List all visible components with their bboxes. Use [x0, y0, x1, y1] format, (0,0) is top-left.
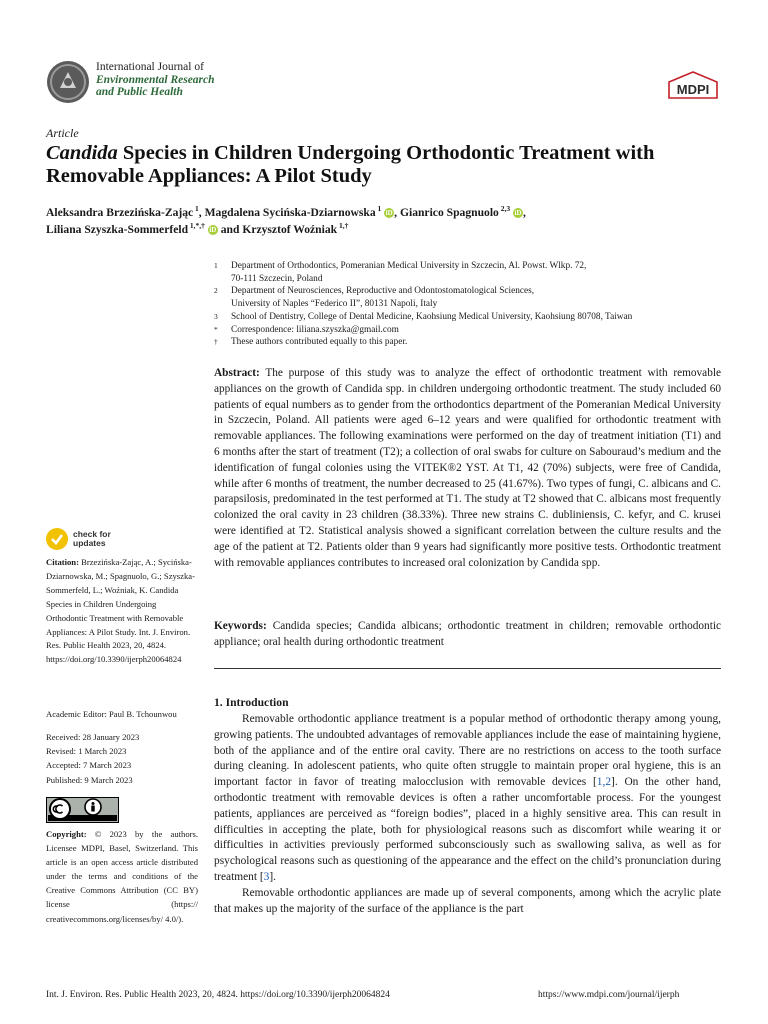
- footer-citation: Int. J. Environ. Res. Public Health 2023, 20, 4824. https://doi.org/10.3390/ijerph20064824: [46, 990, 390, 1000]
- abstract-text: The purpose of this study was to analyze the effect of orthodontic treatment with removable appliances on the growth of Candida spp. in children undergoing orthodontic treatment. The study included 60 patients of equal numbers as to gender from the orthodontics department of the Pomeranian Medical University in Szczecin, Poland. All patients were aged 6–12 years and were qualified for orthodontic treatment with removable appliances. The following examinations were performed on the day of treatment initiation (T1) and 6 months after the start of treatment (T2); a collection of oral swabs for culture on Sabouraud’s medium and the identification of fungal colonies using the VITEK®2 YST. At T1, 42 (70%) subjects, were free of Candida, while after 6 months of treatment, the number decreased to 25 (41.67%). Two types of fungi, C. albicans and C. parapsilosis, predominated in the test performed at T1. The study at T2 showed that C. albicans most frequently colonized the oral cavity in 23 children (38.33%). Three new strains C. dubliniensis, C. kefyr, and C. krusei were identified at T2. Statistical analysis showed a significant correlation between the culture results and the age of the patient at T2. Patients older than 9 years had significantly more positive tests. Orthodontic treatment with removable appliances contributes to increased oral colonization by Candida spp.: [214, 367, 721, 569]
- page-title: [46, 142, 726, 188]
- author-affiliation-mark: 1,†: [337, 221, 349, 231]
- citation-text: Brzezińska-Zając, A.; Sycińska-Dziarnowska, M.; Spagnuolo, G.; Szyszka-Sommerfeld, L.; Woźniak, K. Candida Species in Children Undergoing Orthodontic Treatment with Removable Appliances: A Pilot Study. Int. J. Environ. Res. Public Health 2023, 20, 4824. https://doi.org/10.3390/ijerph20064824: [46, 557, 195, 665]
- academic-editor: Academic Editor: Paul B. Tchounwou: [46, 709, 177, 719]
- keywords: [214, 619, 721, 651]
- affiliation-mark: †: [214, 337, 218, 347]
- citation-link[interactable]: 3: [263, 870, 270, 883]
- check-updates-icon: [46, 528, 68, 550]
- citation-block: [46, 556, 198, 667]
- date-published: Published: 9 March 2023: [46, 774, 133, 785]
- affiliation-line: Department of Neurosciences, Reproductive and Odontostomatological Sciences,: [231, 286, 535, 297]
- affiliation-line: 70-111 Szczecin, Poland: [231, 273, 323, 284]
- affiliation-item: [214, 260, 724, 285]
- affiliation-item: [214, 324, 724, 337]
- author-affiliation-mark: 1,*,†: [188, 221, 205, 231]
- affiliation-mark: 1: [214, 261, 218, 270]
- check-line-1: check for: [73, 529, 111, 539]
- abstract: [214, 366, 721, 571]
- check-updates-label: [73, 530, 111, 548]
- section-heading: 1. Introduction: [214, 696, 289, 709]
- affiliation-item: [214, 285, 724, 310]
- title-rest: Species in Children Undergoing Orthodontic Treatment with Removable Appliances: A Pilot Study: [46, 142, 655, 187]
- affiliation-mark: 2: [214, 286, 218, 296]
- journal-line-2: Environmental Research: [96, 73, 215, 86]
- author-affiliation-mark: 2,3: [498, 204, 511, 214]
- abstract-label: Abstract:: [214, 367, 260, 379]
- date-accepted: Accepted: 7 March 2023: [46, 760, 132, 771]
- affiliation-line: School of Dentistry, College of Dental Medicine, Kaohsiung Medical University, Kaohsiung 80708, Taiwan: [231, 311, 633, 322]
- author-name: Aleksandra Brzezińska-Zając: [46, 206, 194, 219]
- affiliation-line: Correspondence: liliana.szyszka@gmail.com: [231, 324, 399, 335]
- affiliation-mark: *: [214, 324, 218, 334]
- author-affiliation-mark: 1: [193, 204, 199, 214]
- affiliation-line: Department of Orthodontics, Pomeranian Medical University in Szczecin, Al. Powst. Wlkp. 72,: [231, 261, 587, 271]
- orcid-icon[interactable]: iD: [209, 226, 217, 234]
- paragraph-text: Removable orthodontic appliance treatment is a popular method of orthodontic therapy among young, growing patients. The undoubted advantages of removable appliances include the ease of maintaining hygiene, both of the appliance and of the entire oral cavity. There are no restrictions on access to the tooth surface during cleaning. In adolescent patients, who quite often struggle to maintain proper oral hygiene, this is an important factor in favor of treating malocclusion with removable devices [: [214, 713, 721, 789]
- journal-line-1: International Journal of: [96, 61, 204, 73]
- date-received: Received: 28 January 2023: [46, 732, 140, 742]
- citation-link[interactable]: 1,2: [596, 776, 612, 789]
- citation-label: Citation:: [46, 557, 79, 567]
- affiliations: [214, 260, 724, 349]
- affiliation-item: [214, 311, 724, 324]
- orcid-icon[interactable]: iD: [514, 209, 522, 217]
- author-name: Magdalena Sycińska-Dziarnowska: [204, 206, 376, 219]
- check-line-2: updates: [73, 538, 106, 548]
- title-italic-part: Candida: [46, 142, 118, 164]
- publication-dates: [46, 730, 206, 787]
- copyright-label: Copyright:: [46, 829, 87, 839]
- copyright-text: © 2023 by the authors. Licensee MDPI, Basel, Switzerland. This article is an open access article distributed under the terms and conditions of the Creative Commons Attribution (CC BY) license (https:// creativecommons.org/licenses/by/ 4.0/).: [46, 829, 198, 924]
- keywords-label: Keywords:: [214, 620, 267, 632]
- paragraph-text: ].: [269, 870, 277, 883]
- journal-line-3: and Public Health: [96, 86, 183, 98]
- journal-name: [96, 61, 215, 99]
- copyright-block: [46, 827, 198, 926]
- article-type: Article: [46, 126, 79, 140]
- paragraph: Removable orthodontic appliances are made up of several components, among which the acrylic plate that makes up the majority of the surface of the appliance is the part: [214, 886, 721, 915]
- publisher-name: MDPI: [676, 82, 710, 97]
- orcid-icon[interactable]: iD: [385, 209, 393, 217]
- author-name: Liliana Szyszka-Sommerfeld: [46, 223, 189, 236]
- footer-journal-link[interactable]: https://www.mdpi.com/journal/ijerph: [538, 990, 680, 1000]
- author-name: Krzysztof Woźniak: [242, 223, 338, 236]
- paragraph-text: ]. On the other hand, orthodontic treatment with removable devices is often a rather uncomfortable process. For the youngest patients, appliances are perceived as “foreign bodies”, placed in a highly sensitive area. This can result in difficulties in accepting the plate, both for physiological reasons such as discomfort while wearing it or difficulties in activities previously performed subconsciously such as swallowing saliva, as well as for psychological reasons such as questioning of the appearance and the effect on the child’s pronunciation during treatment [: [214, 776, 722, 883]
- section-divider: [214, 668, 721, 669]
- journal-logo-icon: [46, 60, 90, 104]
- affiliation-mark: 3: [214, 311, 218, 321]
- author-name: Gianrico Spagnuolo: [399, 206, 499, 219]
- keywords-text: Candida species; Candida albicans; orthodontic treatment in children; removable orthodontic appliance; oral health during orthodontic treatment: [214, 620, 721, 648]
- affiliation-line: These authors contributed equally to this paper.: [231, 337, 408, 348]
- author-list: Aleksandra Brzezińska-Zając $^1$, Magdalena Sycińska-Dziarnowska $^1$ iD , Gianrico Spagnuolo $^{2,3}$ iD , Liliana Szyszka-Sommerfeld $^{1,*,\dagger}$ iD and Krzysztof Woźniak $^{1,\dagger}$: [46, 204, 526, 236]
- mdpi-logo-icon: [666, 70, 720, 100]
- introduction-body: [214, 712, 721, 917]
- author-affiliation-mark: 1: [375, 204, 382, 214]
- paragraph: [214, 712, 721, 886]
- date-revised: Revised: 1 March 2023: [46, 746, 127, 757]
- affiliation-item: [214, 336, 724, 349]
- cc-by-license-icon[interactable]: [46, 797, 119, 823]
- affiliation-line: University of Naples “Federico II”, 80131 Napoli, Italy: [231, 299, 438, 310]
